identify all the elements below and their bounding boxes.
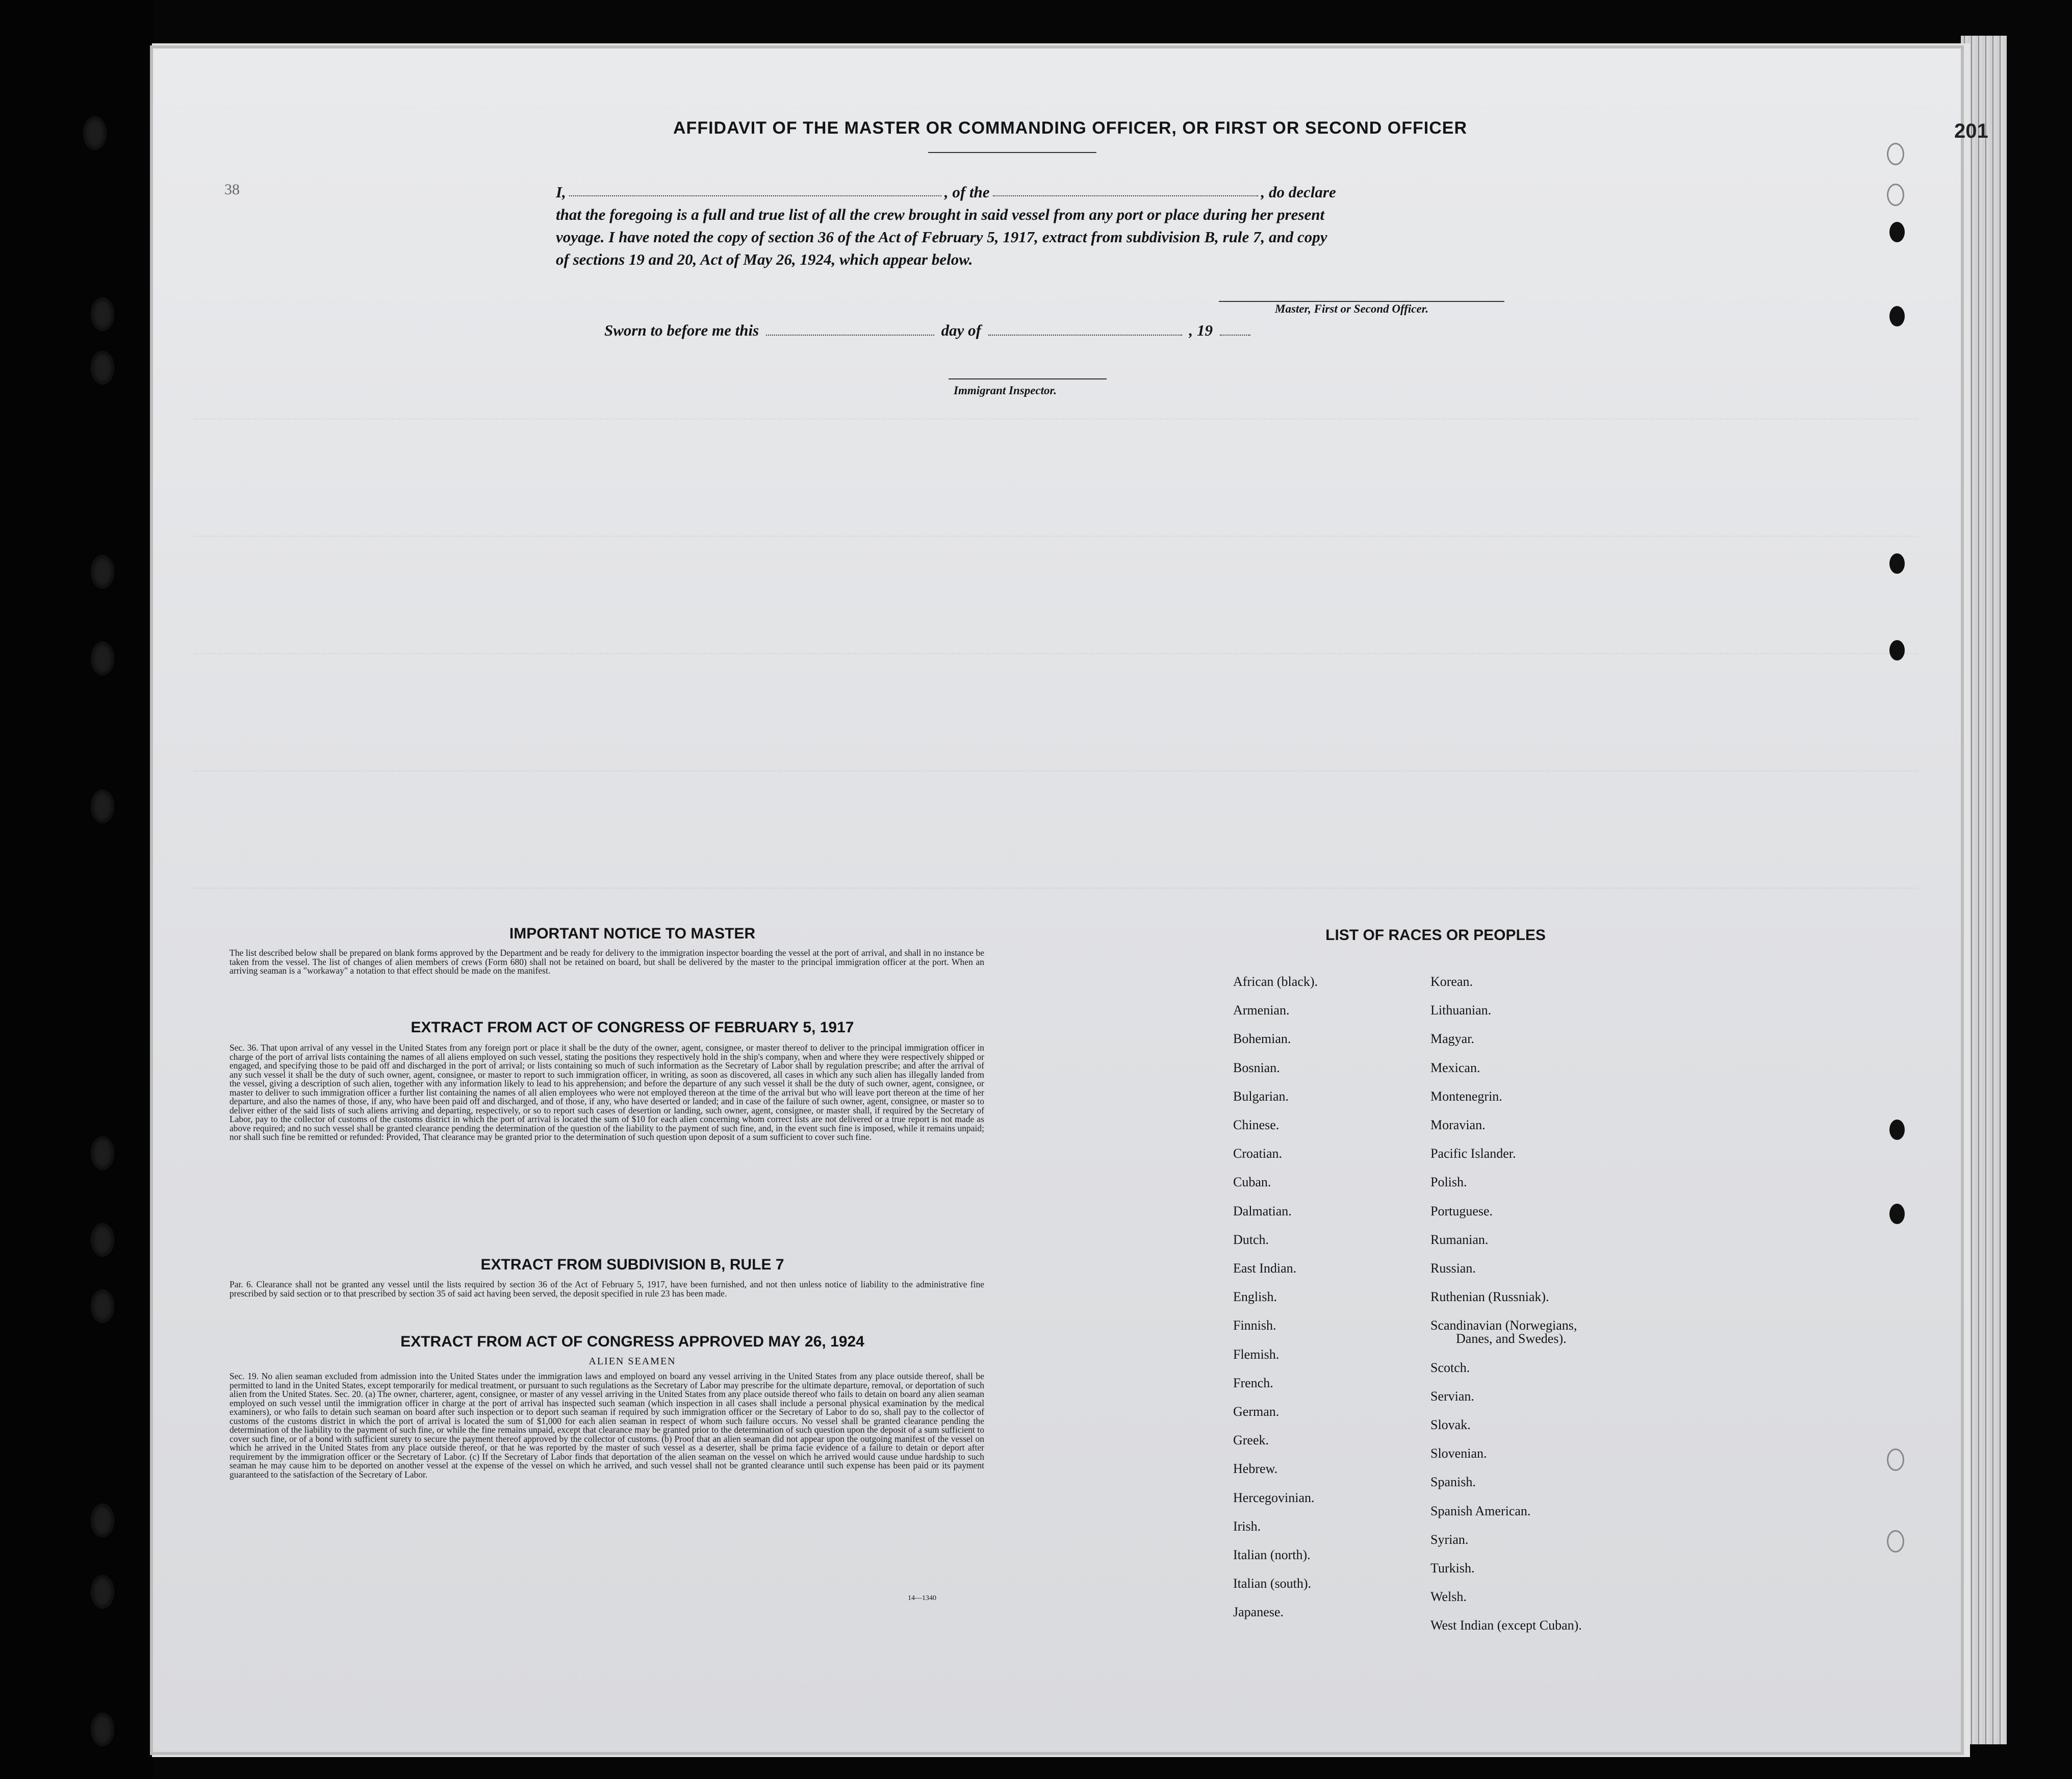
race-item: Polish. bbox=[1430, 1175, 1467, 1190]
race-item: Armenian. bbox=[1233, 1003, 1290, 1018]
extract-1917-title: EXTRACT FROM ACT OF CONGRESS OF FEBRUARY 5, 1917 bbox=[411, 1019, 854, 1036]
race-item: Greek. bbox=[1233, 1433, 1269, 1448]
vessel-name-blank[interactable] bbox=[993, 181, 1258, 196]
page-number: 201 bbox=[1954, 120, 1988, 142]
race-item: African (black). bbox=[1233, 974, 1318, 989]
binder-hole bbox=[92, 1714, 113, 1745]
punch-hole bbox=[1889, 1204, 1905, 1224]
stacked-page-edges bbox=[1961, 36, 2007, 1744]
race-item: Russian. bbox=[1430, 1261, 1476, 1276]
race-item: Scandinavian (Norwegians, bbox=[1430, 1318, 1577, 1333]
binder-margin bbox=[0, 0, 153, 1779]
race-item: Portuguese. bbox=[1430, 1203, 1493, 1218]
race-item: Cuban. bbox=[1233, 1175, 1271, 1190]
race-item: Servian. bbox=[1430, 1388, 1474, 1404]
bleed-through-row bbox=[194, 887, 1917, 890]
race-item: Ruthenian (Russniak). bbox=[1430, 1289, 1549, 1305]
bleed-through-row bbox=[194, 770, 1917, 773]
document-page bbox=[153, 48, 1961, 1752]
notice-body: The list described below shall be prepared on blank forms approved by the Department and be ready for delivery to the immigration inspector boarding the vessel at the port of arrival, and shall in no instance be taken from the vessel. The list of changes of alien members of crews (Form 680) shall not be retained on board, but shall be delivered by the master to the principal immigration officer at the port. When an arriving seaman is a "workaway" a notation to that effect should be made on the manifest. bbox=[229, 948, 984, 976]
affidavit-of-the: , of the bbox=[944, 183, 990, 201]
race-item: Italian (south). bbox=[1233, 1576, 1312, 1591]
inspector-signature-line[interactable] bbox=[949, 378, 1107, 379]
sworn-label: Sworn to before me this bbox=[604, 321, 759, 339]
race-item: Spanish. bbox=[1430, 1475, 1476, 1490]
race-item: Welsh. bbox=[1430, 1589, 1467, 1605]
binder-hole bbox=[92, 556, 113, 588]
affidavit-line-3: voyage. I have noted the copy of section 36 of the Act of February 5, 1917, extract from subdivision B, rule 7, and copy bbox=[556, 228, 1327, 246]
binder-hole bbox=[92, 1224, 113, 1256]
race-item: Flemish. bbox=[1233, 1346, 1280, 1362]
extract-1924-body: Sec. 19. No alien seaman excluded from admission into the United States under the immigration laws and employed on board any vessel arriving in the United States from any place outside thereof, shall be permitted to land in the United States, except temporarily for medical treatment, or pursuant to such regulations as the Secretary of Labor may prescribe for the ultimate departure, removal, or deportation of such alien from the United States. Sec. 20. (a) The owner, charterer, agent, consignee, or master of any vessel arriving in the United States from any place outside thereof who fails to detain on board any alien seaman employed on such vessel until the immigration officer in charge at the port of arrival has inspected such seaman (which inspection in all cases shall include a personal physical examination by the medical examiners), or who fails to detain such seaman on board after such inspection or to deport such seaman if required by such immigration officer or the Secretary of Labor to do so, shall pay to the collector of customs of the customs district in which the port of arrival is located the sum of $1,000 for each alien seaman in respect of whom such failure occurs. No vessel shall be granted clearance pending the determination of the liability to the payment of such fine, or while the fine remains unpaid, except that clearance may be granted prior to the determination of such question upon the deposit of a sum sufficient to cover such fine, or of a bond with sufficient surety to secure the payment thereof approved by the collector of customs. (b) Proof that an alien seaman did not appear upon the outgoing manifest of the vessel on which he arrived in the United States from any place outside thereof, or that he was reported by the master of such vessel as a deserter, shall be prima facie evidence of a failure to detain or deport after requirement by the immigration officer or the Secretary of Labor. (c) If the Secretary of Labor finds that deportation of the alien seaman on the vessel on which he arrived would cause undue hardship to such seaman he may cause him to be deported on another vessel at the expense of the vessel on which he arrived, and such vessel shall not be granted clearance until such expense has been paid or its payment guaranteed to the satisfaction of the Secretary of Labor. bbox=[229, 1371, 984, 1480]
race-item: French. bbox=[1233, 1375, 1273, 1390]
race-item: Turkish. bbox=[1430, 1561, 1475, 1575]
punch-hole bbox=[1889, 222, 1905, 242]
binder-hole bbox=[84, 117, 106, 149]
affidavit-statement bbox=[556, 181, 1550, 271]
signature-line[interactable] bbox=[1219, 301, 1504, 302]
binder-hole bbox=[92, 791, 113, 822]
punch-ring bbox=[1887, 184, 1904, 206]
sworn-statement bbox=[604, 320, 1254, 340]
binder-hole bbox=[92, 1505, 113, 1536]
rule-7-body: Par. 6. Clearance shall not be granted any vessel until the lists required by section 36 of the Act of February 5, 1917, have been furnished, and not then unless notice of liability to the administrative fine prescribed by said section or to that prescribed by section 35 of said act having been served, the deposit specified in rule 23 has been made. bbox=[229, 1279, 984, 1299]
race-item: Finnish. bbox=[1233, 1318, 1276, 1333]
race-item: Syrian. bbox=[1430, 1532, 1469, 1547]
form-number: 14—1340 bbox=[908, 1594, 936, 1602]
affidavit-line-1 bbox=[556, 181, 1550, 204]
race-item: Hercegovinian. bbox=[1233, 1490, 1315, 1505]
race-item: Montenegrin. bbox=[1430, 1088, 1502, 1104]
race-item: Lithuanian. bbox=[1430, 1003, 1492, 1018]
race-item: Spanish American. bbox=[1430, 1503, 1531, 1518]
affidavit-line-4: of sections 19 and 20, Act of May 26, 1924, which appear below. bbox=[556, 250, 973, 268]
title-underline bbox=[928, 152, 1096, 153]
rule-7-title: EXTRACT FROM SUBDIVISION B, RULE 7 bbox=[480, 1256, 784, 1273]
margin-number: 38 bbox=[224, 181, 240, 198]
race-item: Bosnian. bbox=[1233, 1060, 1280, 1075]
race-item: West Indian (except Cuban). bbox=[1430, 1618, 1582, 1633]
notice-title: IMPORTANT NOTICE TO MASTER bbox=[509, 925, 756, 942]
punch-hole bbox=[1889, 553, 1905, 574]
year-prefix: , 19 bbox=[1189, 321, 1213, 339]
race-item: Chinese. bbox=[1233, 1117, 1280, 1132]
race-item: Bohemian. bbox=[1233, 1031, 1291, 1047]
punch-hole bbox=[1889, 640, 1905, 660]
binder-hole bbox=[92, 1576, 113, 1608]
punch-ring bbox=[1887, 1530, 1904, 1553]
bleed-through-row bbox=[194, 536, 1917, 538]
day-of-label: day of bbox=[941, 321, 981, 339]
binder-hole bbox=[92, 1290, 113, 1322]
races-title: LIST OF RACES OR PEOPLES bbox=[1325, 927, 1546, 944]
race-item: Rumanian. bbox=[1430, 1232, 1489, 1247]
alien-seamen-subtitle: ALIEN SEAMEN bbox=[589, 1356, 676, 1367]
race-item: Danes, and Swedes). bbox=[1456, 1331, 1567, 1346]
race-item: Korean. bbox=[1430, 974, 1473, 989]
sworn-month-blank[interactable] bbox=[988, 320, 1182, 336]
race-item: Magyar. bbox=[1430, 1031, 1474, 1047]
affidavit-title: AFFIDAVIT OF THE MASTER OR COMMANDING OFFICER, OR FIRST OR SECOND OFFICER bbox=[673, 118, 1467, 138]
race-item: Mexican. bbox=[1430, 1060, 1480, 1075]
race-item: Italian (north). bbox=[1233, 1547, 1311, 1562]
bleed-through-row bbox=[194, 653, 1917, 655]
race-item: Croatian. bbox=[1233, 1146, 1283, 1161]
race-item: Japanese. bbox=[1233, 1605, 1284, 1620]
affidavit-pronoun: I, bbox=[556, 183, 566, 201]
punch-hole bbox=[1889, 306, 1905, 326]
binder-hole bbox=[92, 298, 113, 330]
signature-label: Master, First or Second Officer. bbox=[1275, 302, 1429, 315]
inspector-label: Immigrant Inspector. bbox=[954, 384, 1057, 397]
binder-hole bbox=[92, 643, 113, 674]
sworn-day-blank[interactable] bbox=[766, 320, 934, 336]
punch-ring bbox=[1887, 143, 1904, 165]
bleed-through-row bbox=[194, 418, 1917, 421]
extract-1917-body: Sec. 36. That upon arrival of any vessel in the United States from any foreign port or place it shall be the duty of the owner, agent, consignee, or master thereof to deliver to the principal immigration officer in charge of the port of arrival lists containing the names of all aliens employed on such vessel, stating the positions they respectively hold in the ship's company, when and where they were respectively shipped or engaged, and specifying those to be paid off and discharged in the port of arrival; or lists containing so much of such information as the Secretary of Labor shall by regulation prescribe; and after the arrival of any such vessel it shall be the duty of such owner, agent, consignee, or master to report to such immigration officer, in writing, as soon as discovered, all cases in which any such alien has illegally landed from the vessel, giving a description of such alien, together with any information likely to lead to his apprehension; and before the departure of any such vessel it shall be the duty of such owner, agent, consignee, or master to deliver to such immigration officer a further list containing the names of all alien employees who were not employed thereon at the time of the arrival but who will leave port thereon at the time of her departure, and also the names of those, if any, who have been paid off and discharged, and of those, if any, who have deserted or landed; and in case of the failure of such owner, agent, consignee, or master so to deliver either of the said lists of such aliens arriving and departing, respectively, or so to report such cases of desertion or landing, such owner, agent, consignee, or master shall, if required by the Secretary of Labor, pay to the collector of customs of the customs district in which the port of arrival is located the sum of $10 for each alien concerning whom correct lists are not delivered or a true report is not made as above required; and no such vessel shall be granted clearance pending the determination of the question of the liability to the payment of such fine, and, in the event such fine is imposed, while it remains unpaid; nor shall such fine be remitted or refunded: Provided, That clearance may be granted prior to the determination of such question upon deposit of a sum sufficient to cover such fine. bbox=[229, 1043, 984, 1142]
race-item: Hebrew. bbox=[1233, 1461, 1278, 1477]
affidavit-line-2: that the foregoing is a full and true list of all the crew brought in said vessel from any port or place during her present bbox=[556, 206, 1325, 223]
race-item: Moravian. bbox=[1430, 1117, 1486, 1132]
race-item: German. bbox=[1233, 1404, 1280, 1419]
binder-hole bbox=[92, 352, 113, 384]
race-item: Scotch. bbox=[1430, 1360, 1470, 1375]
race-item: Slovenian. bbox=[1430, 1446, 1487, 1461]
affidavit-declare: , do declare bbox=[1261, 183, 1336, 201]
sworn-year-blank[interactable] bbox=[1220, 320, 1250, 336]
punch-hole bbox=[1889, 1120, 1905, 1140]
extract-1924-title: EXTRACT FROM ACT OF CONGRESS APPROVED MAY 26, 1924 bbox=[400, 1333, 864, 1350]
race-item: Dutch. bbox=[1233, 1232, 1269, 1247]
race-item: English. bbox=[1233, 1289, 1277, 1305]
race-item: East Indian. bbox=[1233, 1261, 1297, 1276]
race-item: Pacific Islander. bbox=[1430, 1146, 1516, 1161]
race-item: Slovak. bbox=[1430, 1417, 1471, 1432]
punch-ring bbox=[1887, 1448, 1904, 1471]
binder-hole bbox=[92, 1137, 113, 1169]
race-item: Dalmatian. bbox=[1233, 1203, 1292, 1218]
officer-name-blank[interactable] bbox=[569, 181, 941, 196]
race-item: Bulgarian. bbox=[1233, 1088, 1289, 1104]
race-item: Irish. bbox=[1233, 1518, 1261, 1534]
